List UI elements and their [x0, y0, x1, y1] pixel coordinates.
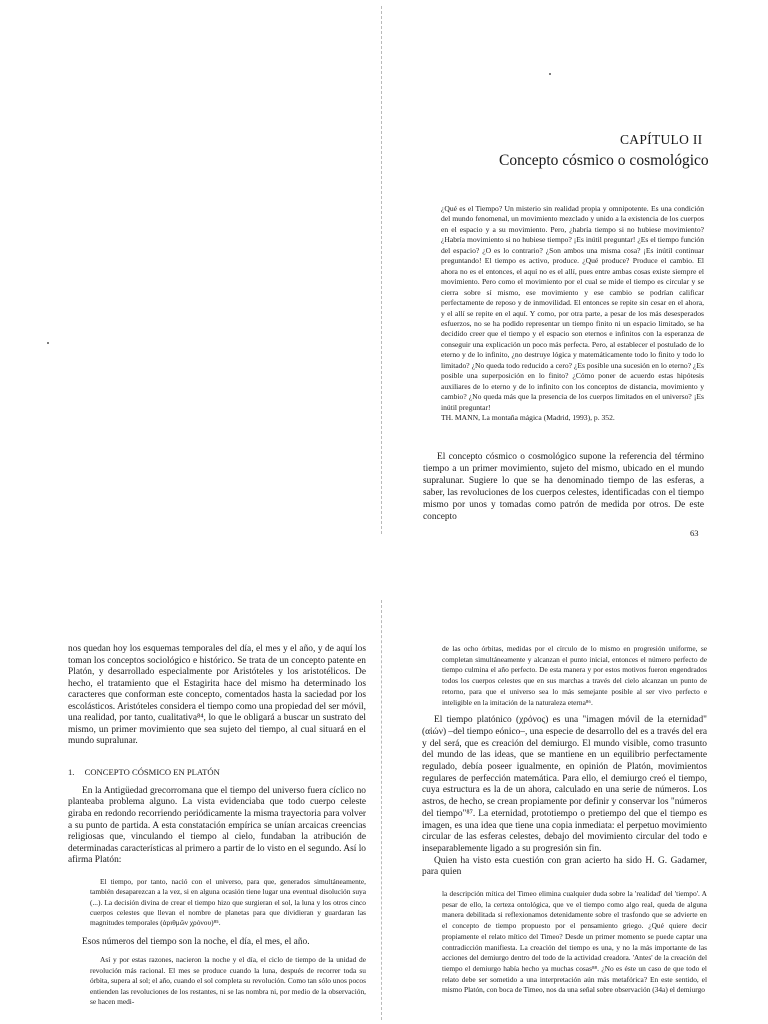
right-page-column	[422, 644, 707, 996]
body-paragraph: El tiempo platónico (χρόνος) es una "imagen móvil de la eternidad" (αἰών) –del tiempo eónico–, una especie de desarrollo del es a través del era y del será, que es creación del demiurgo. El mundo visible, como trasunto del mundo de las ideas, que se mantiene en un equilibrio perfectamente regulado, debía poseer igualmente, en opinión de Platón, movimientos regulares de perfección matemática. Para ello, el demiurgo creó el tiempo, cuya estructura es la de un ahora, calculado en una serie de números. Los astros, de hecho, se crean propiamente por definir y conservar los "números del tiempo"⁸⁷. La eternidad, prototiempo o pretiempo del que el tiempo es imagen, es una idea que tiene una copia inmediata: el perpetuo movimiento circular de las esferas celestes, debajo del movimiento circular del todo e inseparablemente ligado a su progresión sin fin.	[422, 715, 707, 854]
body-paragraph: En la Antigüedad grecorromana que el tiempo del universo fuera cíclico no planteaba problema alguno. La vista evidenciaba que todo cuerpo celeste giraba en redondo recorriendo periódicamente la misma trayectoria para volver a su punto de partida. A esta constatación empírica se unían arcaicas creencias religiosas que, vinculando el tiempo al cielo, fundaban la atribución de determinadas características al primero a partir de lo visto en el segundo. Así lo afirma Platón:	[68, 785, 366, 866]
page-gutter-bottom	[381, 600, 382, 1020]
block-quote: El tiempo, por tanto, nació con el universo, para que, generados simultáneamente, también desaparezcan a la vez, si en alguna ocasión tiene lugar una eventual disolución suya (...). La decisión divina de crear el tiempo hizo que surgieran el sol, la luna y los otros cinco cuerpos celestes que llevan el nombre de planetas para que dividieran y guardaran las magnitudes temporales (ἀριθμῶν χρόνου)⁸⁵.	[90, 876, 366, 928]
body-paragraph: Quien ha visto esta cuestión con gran acierto ha sido H. G. Gadamer, para quien	[422, 855, 707, 878]
block-quote: Así y por estas razones, nacieron la noche y el día, el ciclo de tiempo de la unidad de revolución más racional. El mes se produce cuando la luna, después de recorrer toda su órbita, supera al sol; el año, cuando el sol completa su revolución. Como tan sólo unos pocos entienden las revoluciones de los restantes, ni se las nombra ni, por medio de la observación, se hacen medi-	[90, 955, 366, 1006]
body-paragraph: El concepto cósmico o cosmológico supone la referencia del término tiempo a un primer movimiento, sujeto del mismo, ubicado en el mundo supralunar. Sugiere lo que se ha denominado tiempo de las esferas, a saber, las revoluciones de los cuerpos celestes, identificadas con el tiempo mismo por unos y tomadas como patrón de medida por otros. De este concepto	[423, 452, 704, 523]
section-heading	[68, 766, 366, 778]
epigraph-citation: TH. MANN, La montaña mágica (Madrid, 1993), p. 352.	[441, 413, 615, 423]
body-paragraph: Esos números del tiempo son la noche, el día, el mes, el año.	[82, 936, 310, 947]
epigraph-text: ¿Qué es el Tiempo? Un misterio sin realidad propia y omnipotente. Es una condición del mundo fenomenal, un movimiento mezclado y unido a la existencia de los cuerpos en el espacio y a su movimiento. Pero, ¿habría tiempo si no hubiese movimiento? ¿Habría movimiento si no hubiese tiempo? ¡Es inútil preguntar! ¿Es el tiempo función del espacio? ¿O es lo contrario? ¿Son ambos una misma cosa? ¡Es inútil continuar preguntando! El tiempo es activo, produce. ¿Qué produce? Produce el cambio. El ahora no es el entonces, el aquí no es el allí, pues entre ambas cosas existe siempre el movimiento. Pero como el movimiento por el cual se mide el tiempo es circular y se cierra sobre sí mismo, ese movimiento y ese cambio se podrían calificar perfectamente de reposo y de inmovilidad. El entonces se repite sin cesar en el ahora, y el allí se repite en el aquí. Y como, por otra parte, a pesar de los más desesperados esfuerzos, no se ha podido representar un tiempo finito ni un espacio limitado, se ha decidido creer que el tiempo y el espacio son eternos e infinitos con la esperanza de conseguir una explicación un poco más perfecta. Pero, al establecer el postulado de lo eterno y de lo infinito, ¿no destruye lógica y matemáticamente todo lo finito y todo lo limitado? ¿No queda todo reducido a cero? ¿Es posible una sucesión en lo eterno? ¿Es posible una superposición en lo finito? ¿Cómo poner de acuerdo estas hipótesis auxiliares de lo eterno y de lo infinito con los conceptos de distancia, movimiento y cambio? ¿No queda más que la presencia de los cuerpos limitados en el universo? ¡Es inútil preguntar!	[441, 204, 704, 412]
body-paragraph: nos quedan hoy los esquemas temporales del día, el mes y el año, y de aquí los toman los conceptos sociológico e histórico. Se trata de un concepto patente en Platón, y desarrollado especialmente por Aristóteles y los aristotélicos. De hecho, el tratamiento que el Estagirita hace del mismo ha determinado los caracteres que conforman este concepto, comentados hasta la saciedad por los escolásticos. Aristóteles considera el tiempo como una propiedad del ser móvil, una realidad, por tanto, cualitativa⁸⁴, lo que le obligará a buscar un sustrato del mismo, un primer movimiento que sea sujeto del tiempo, al cual situará en el mundo supralunar.	[68, 644, 366, 747]
epigraph-block	[441, 204, 704, 424]
scan-speck	[47, 342, 49, 344]
left-page-column	[68, 644, 366, 1007]
section-title: CONCEPTO CÓSMICO EN PLATÓN	[84, 766, 220, 777]
scan-speck	[549, 73, 551, 75]
block-quote: de las ocho órbitas, medidas por el círculo de lo mismo en progresión uniforme, se completan simultáneamente y alcanzan el punto inicial, entonces el número perfecto de tiempo culmina el año perfecto. De esta manera y por estos motivos fueron engendrados todos los cuerpos celestes que en sus marchas a través del cielo alcanzan un punto de retorno, para que el universo sea lo más semejante posible al ser vivo perfecto e inteligible en la imitación de la naturaleza eterna⁸⁶.	[442, 644, 707, 707]
chapter-title: Concepto cósmico o cosmológico	[499, 152, 709, 169]
page-number: 63	[690, 528, 699, 538]
section-number: 1.	[68, 766, 75, 777]
block-quote: la descripción mítica del Timeo elimina cualquier duda sobre la 'realidad' del 'tiempo'. A pesar de ello, la certeza ontológica, que ve el tiempo como algo real, queda de alguna manera debilitada si reflexionamos detenidamente sobre el trasfondo que se advierte en el concepto de tiempo propuesto por el pensamiento griego. ¿Qué quiere decir propiamente el relato mítico del Timeo? Desde un primer momento se puede captar una contradicción manifiesta. La creación del tiempo es una, y no la más importante de las acciones del demiurgo dentro del todo de la actividad creadora. 'Antes' de la creación del tiempo el demiurgo había hecho ya muchas cosas⁸⁸. ¿No es éste un caso de que todo el relato debe ser sometido a una interpretación aún más metafórica? En este sentido, el mismo Platón, con boca de Timeo, nos da una señal sobre observación (34a) el demiurgo	[442, 889, 707, 995]
page-gutter-top	[381, 6, 382, 534]
chapter-label: CAPÍTULO II	[620, 132, 703, 147]
